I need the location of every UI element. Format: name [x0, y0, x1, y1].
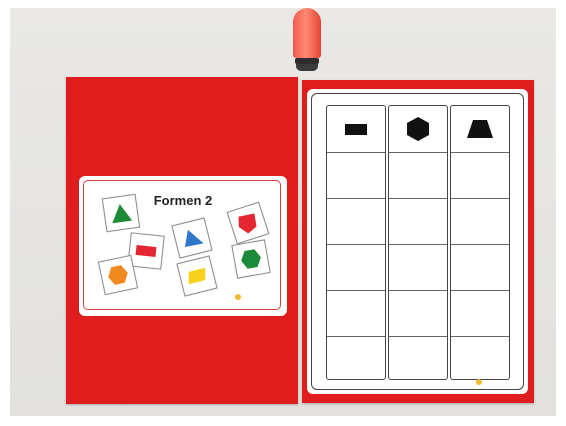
tile-orange-hexagon [98, 255, 138, 295]
publisher-logo [476, 379, 484, 385]
logo-icon [476, 379, 482, 385]
glue-stick-base [296, 64, 318, 71]
green-hexagon-shape [240, 248, 263, 269]
glue-stick-cap [293, 8, 321, 58]
tile-green-hexagon [231, 239, 270, 278]
blue-triangle-shape [181, 227, 204, 248]
logo-icon [235, 294, 241, 300]
column-header [451, 106, 509, 152]
yellow-parallelogram-shape [186, 268, 208, 284]
column-header [389, 106, 447, 152]
column-trapezoid [450, 105, 510, 380]
publisher-logo [235, 294, 243, 300]
red-pentagon-shape [236, 212, 260, 236]
red-rectangle-shape [136, 245, 157, 257]
sorting-sheet [307, 89, 528, 394]
black-hexagon-icon [407, 117, 429, 141]
green-triangle-shape [110, 203, 132, 224]
black-rectangle-icon [345, 124, 367, 135]
glue-stick [293, 8, 321, 72]
tile-green-triangle [102, 194, 140, 232]
column-hexagon [388, 105, 448, 380]
card-title: Formen 2 [153, 193, 213, 208]
column-rectangle [326, 105, 386, 380]
black-trapezoid-icon [467, 120, 493, 138]
shape-card [79, 176, 287, 316]
column-header [327, 106, 385, 152]
orange-hexagon-shape [106, 264, 129, 286]
